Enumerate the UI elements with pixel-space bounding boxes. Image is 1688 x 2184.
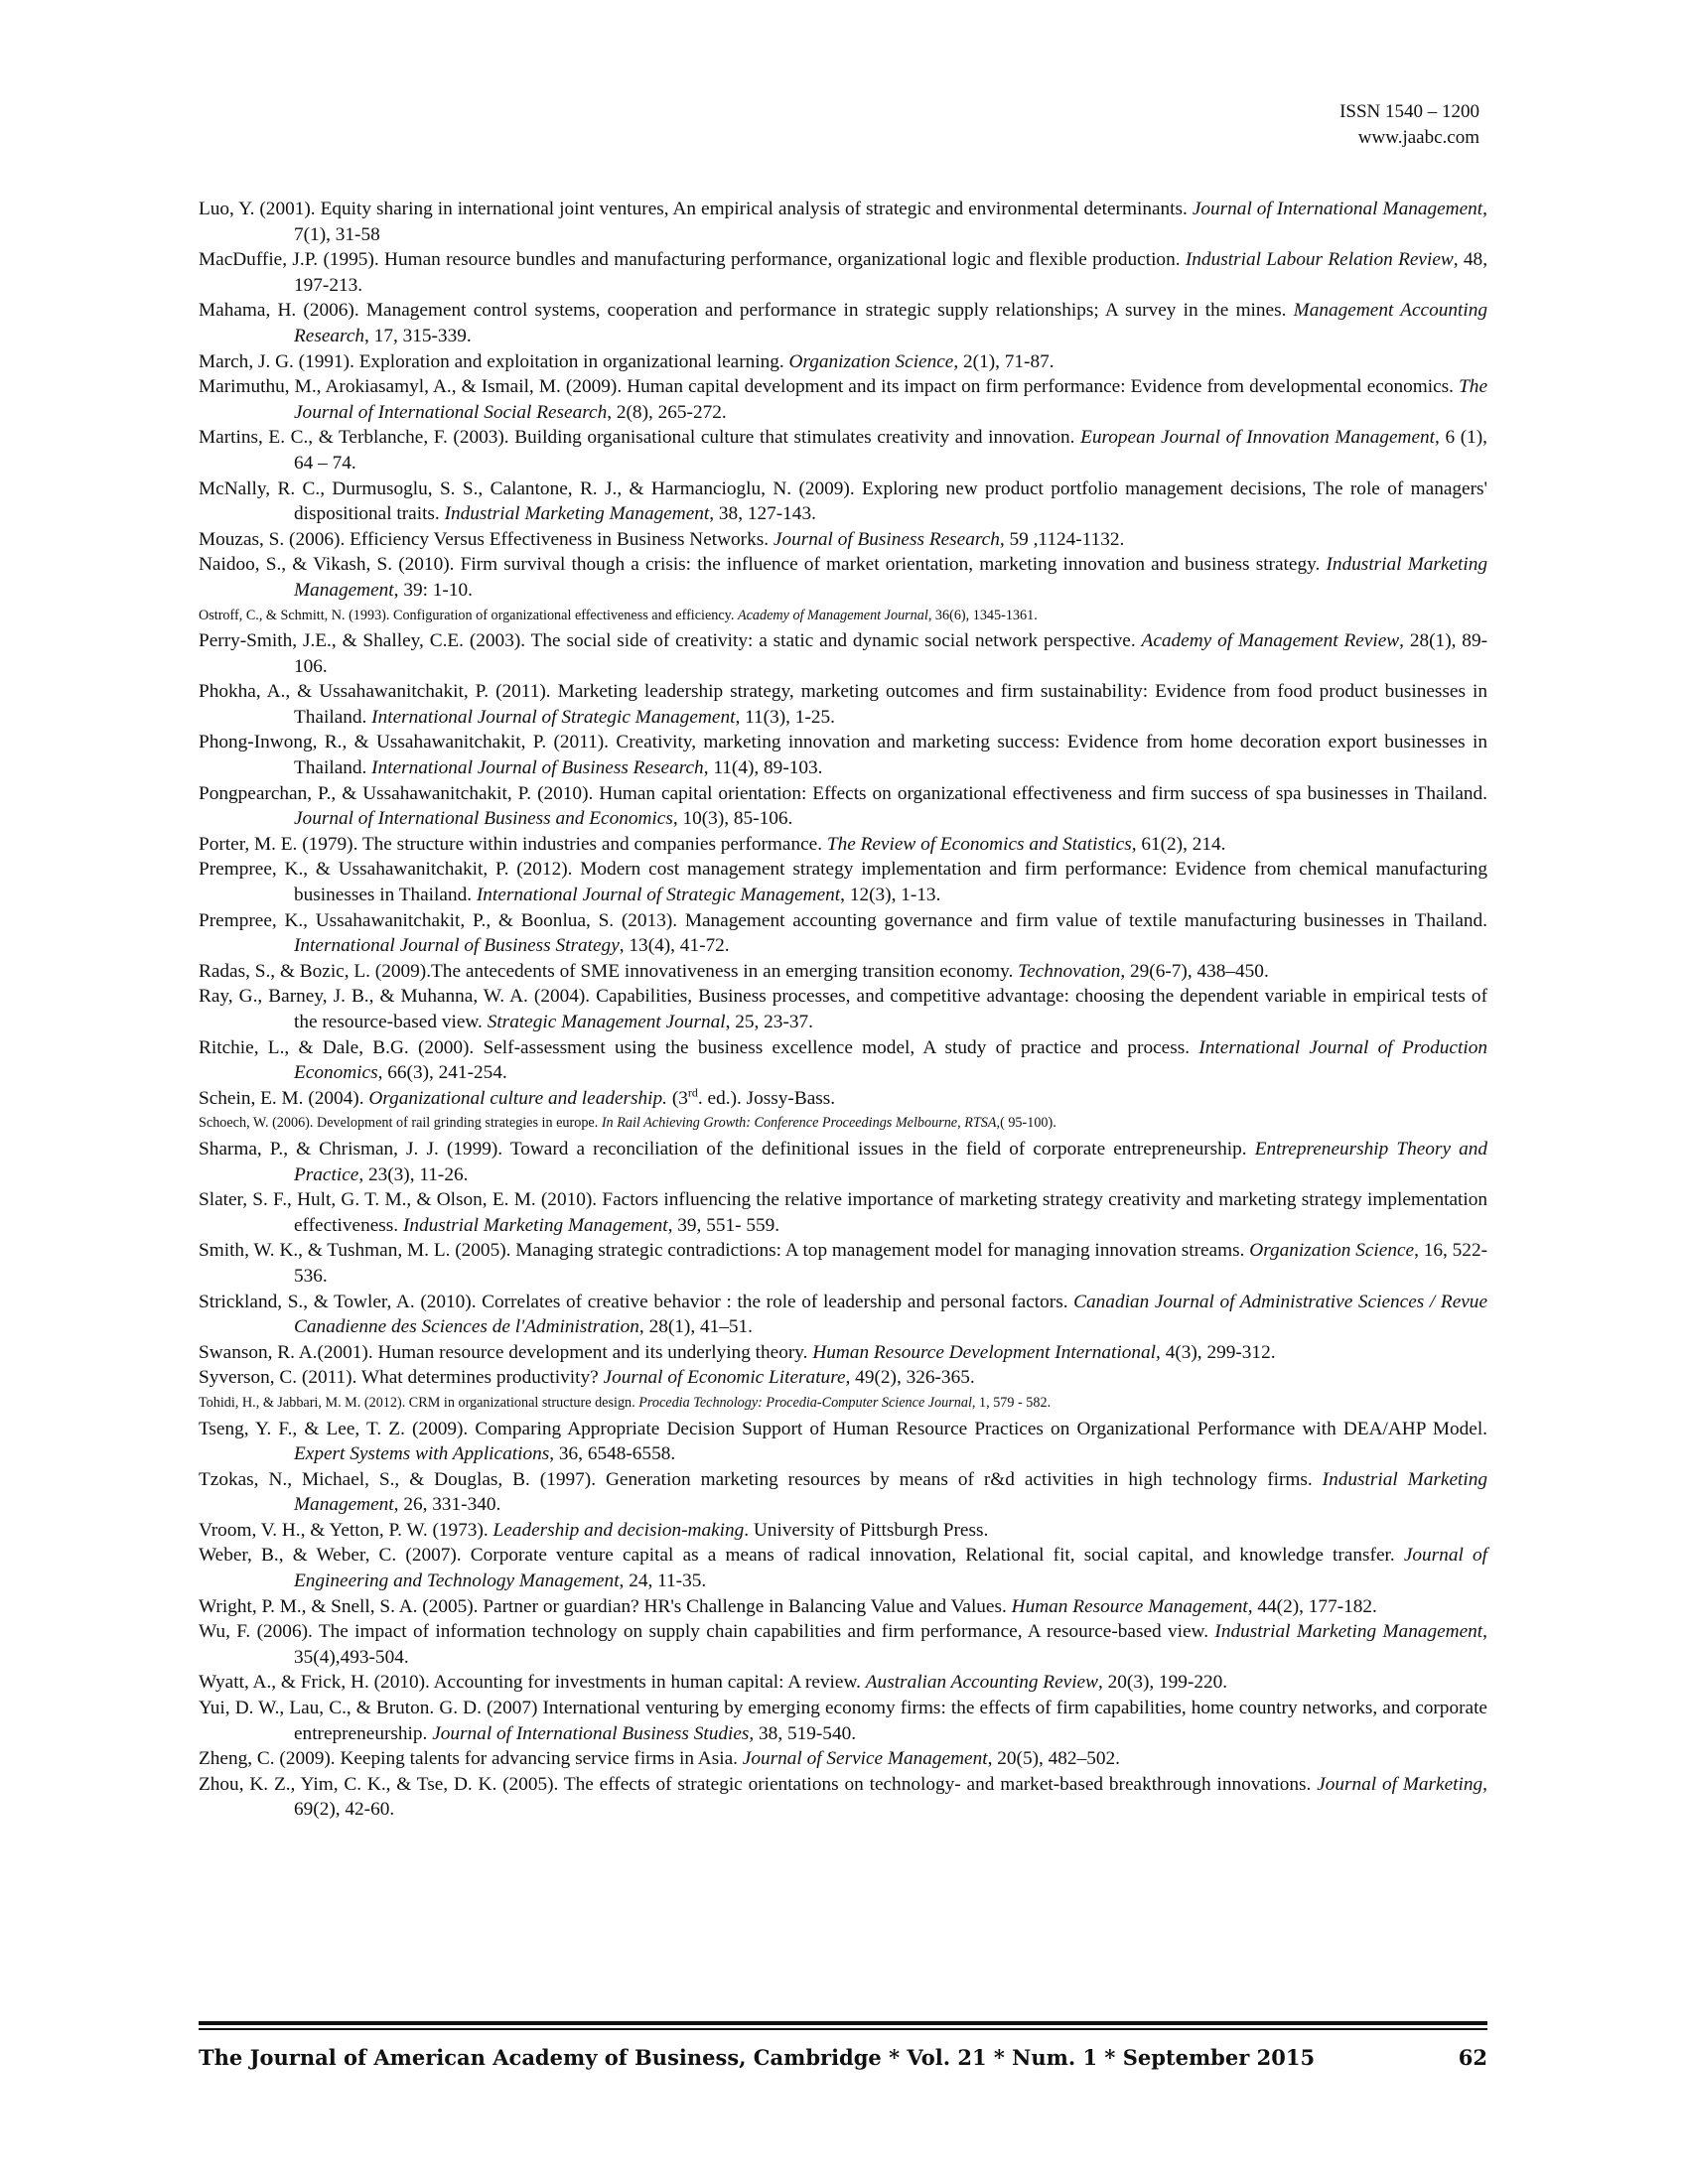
- reference-text: , 6 (1), 64 – 74.: [294, 427, 1488, 474]
- reference-text: Prempree, K., & Ussahawanitchakit, P. (2012). Modern cost management strategy implementation and firm performance: Evidence from chemical manufacturing businesses in Thailand.: [199, 859, 1487, 906]
- reference-entry: [199, 984, 1487, 1034]
- reference-text: , 29(6-7), 438–450.: [1120, 960, 1269, 982]
- reference-entry: [199, 1187, 1487, 1238]
- reference-journal: International Journal of Strategic Management: [476, 885, 841, 906]
- reference-text: , 7(1), 31-58: [294, 199, 1487, 245]
- reference-entry: [199, 781, 1487, 832]
- reference-journal: Academy of Management Review: [1141, 630, 1400, 652]
- reference-text: Weber, B., & Weber, C. (2007). Corporate venture capital as a means of radical innovation, Relational fit, social capital, and knowledge transfer.: [199, 1545, 1404, 1567]
- reference-entry: [199, 1086, 1487, 1112]
- reference-text: Schein, E. M. (2004).: [199, 1087, 369, 1109]
- reference-text: Perry-Smith, J.E., & Shalley, C.E. (2003). The social side of creativity: a static and dynamic social network perspective.: [199, 630, 1142, 652]
- reference-journal: Journal of Engineering and Technology Management: [294, 1545, 1487, 1592]
- reference-text: , 24, 11-35.: [619, 1570, 707, 1592]
- reference-text: . University of Pittsburgh Press.: [744, 1519, 989, 1541]
- reference-text: , 1, 579 - 582.: [971, 1394, 1052, 1411]
- reference-text: Radas, S., & Bozic, L. (2009).The antecedents of SME innovativeness in an emerging transition economy.: [199, 960, 1019, 982]
- reference-journal: Journal of Economic Literature,: [603, 1367, 851, 1389]
- reference-entry: [199, 832, 1487, 858]
- reference-journal: Management Accounting Research: [294, 300, 1487, 346]
- reference-journal: Entrepreneurship Theory and Practice: [294, 1138, 1487, 1185]
- reference-entry: [199, 1290, 1487, 1340]
- reference-text: March, J. G. (1991). Exploration and exploitation in organizational learning.: [199, 350, 789, 372]
- reference-text: , 11(3), 1-25.: [735, 706, 835, 728]
- reference-entry: [199, 247, 1487, 298]
- reference-journal: Industrial Marketing Management: [444, 503, 710, 525]
- footer-rule-thin: [199, 2028, 1487, 2030]
- reference-journal: Industrial Marketing Management: [402, 1214, 668, 1236]
- reference-text: Schoech, W. (2006). Development of rail grinding strategies in europe.: [199, 1115, 602, 1132]
- reference-entry: [199, 552, 1487, 603]
- issn-number: ISSN 1540 – 1200: [1339, 101, 1479, 122]
- footer-journal-citation: The Journal of American Academy of Business, Cambridge * Vol. 21 * Num. 1 * September 2015: [199, 2045, 1316, 2070]
- reference-journal: Procedia Technology: Procedia-Computer Science Journal: [638, 1394, 972, 1411]
- reference-entry: [199, 1111, 1487, 1137]
- reference-text: , 36(6), 1345-1361.: [927, 607, 1038, 623]
- reference-entry: [199, 1035, 1487, 1086]
- reference-entry: [199, 1137, 1487, 1187]
- reference-entry: [199, 604, 1487, 629]
- reference-journal: Industrial Marketing Management: [294, 1468, 1487, 1516]
- reference-text: Zheng, C. (2009). Keeping talents for advancing service firms in Asia.: [199, 1748, 743, 1770]
- reference-text: MacDuffie, J.P. (1995). Human resource bundles and manufacturing performance, organizational logic and flexible production.: [199, 249, 1186, 271]
- reference-entry: [199, 374, 1487, 425]
- reference-journal: Journal of Marketing: [1317, 1773, 1483, 1795]
- reference-journal: Industrial Marketing Management: [294, 554, 1488, 601]
- reference-text: , 26, 331-340.: [393, 1494, 501, 1516]
- reference-entry: [199, 197, 1487, 247]
- reference-entry: [199, 1543, 1487, 1593]
- reference-text: 38, 519-540.: [754, 1722, 857, 1744]
- reference-list: [199, 197, 1487, 1823]
- reference-text: McNally, R. C., Durmusoglu, S. S., Calantone, R. J., & Harmancioglu, N. (2009). Exploring new product portfolio management decisions, The role of managers' dispositional traits.: [199, 478, 1487, 525]
- reference-text: 59 ,1124-1132.: [1004, 528, 1125, 550]
- reference-journal: Academy of Management Journal: [737, 607, 928, 623]
- reference-entry: [199, 857, 1487, 907]
- reference-text: 49(2), 326-365.: [850, 1367, 975, 1389]
- reference-entry: [199, 1340, 1487, 1366]
- reference-text: Tohidi, H., & Jabbari, M. M. (2012). CRM in organizational structure design.: [199, 1394, 639, 1411]
- reference-entry: [199, 1467, 1487, 1518]
- reference-journal: Organization Science: [788, 350, 954, 372]
- reference-journal: Australian Accounting Review: [865, 1672, 1098, 1694]
- reference-journal: International Journal of Business Research: [371, 757, 704, 779]
- reference-entry: [199, 1518, 1487, 1544]
- reference-text: Ritchie, L., & Dale, B.G. (2000). Self-assessment using the business excellence model, A study of practice and process.: [199, 1036, 1199, 1058]
- reference-text: Tseng, Y. F., & Lee, T. Z. (2009). Comparing Appropriate Decision Support of Human Resource Practices on Organizational Performance with DEA/AHP Model.: [199, 1418, 1487, 1439]
- reference-entry: [199, 1696, 1487, 1746]
- reference-journal: Expert Systems with Applications: [294, 1443, 550, 1465]
- reference-text: , 2(1), 71-87.: [953, 350, 1055, 372]
- reference-text: Zhou, K. Z., Yim, C. K., & Tse, D. K. (2005). The effects of strategic orientations on technology- and market-based breakthrough innovations.: [199, 1773, 1318, 1795]
- reference-text: , 69(2), 42-60.: [294, 1773, 1487, 1821]
- reference-text: , 13(4), 41-72.: [619, 935, 730, 957]
- reference-text: , 16, 522-536.: [294, 1240, 1488, 1287]
- reference-journal: Organizational culture and leadership.: [368, 1087, 668, 1109]
- reference-text: Wright, P. M., & Snell, S. A. (2005). Partner or guardian? HR's Challenge in Balancing Value and Values.: [199, 1595, 1012, 1617]
- reference-text: Strickland, S., & Towler, A. (2010). Correlates of creative behavior : the role of leadership and personal factors.: [199, 1291, 1074, 1312]
- reference-journal: International Journal of Strategic Management: [371, 706, 736, 728]
- reference-text: , 11(4), 89-103.: [703, 757, 823, 779]
- reference-text: Phokha, A., & Ussahawanitchakit, P. (2011). Marketing leadership strategy, marketing outcomes and firm sustainability: Evidence from food product businesses in Thailand.: [199, 681, 1487, 728]
- reference-entry: [199, 425, 1487, 476]
- reference-text: , 44(2), 177-182.: [1247, 1595, 1377, 1617]
- reference-entry: [199, 298, 1487, 348]
- reference-entry: [199, 1772, 1487, 1823]
- reference-text: Mouzas, S. (2006). Efficiency Versus Effectiveness in Business Networks.: [199, 528, 774, 550]
- reference-text: , 10(3), 85-106.: [672, 808, 793, 830]
- reference-journal: Human Resource Management: [1011, 1595, 1248, 1617]
- reference-journal: International Journal of Production Economics: [294, 1036, 1487, 1084]
- reference-text: Ostroff, C., & Schmitt, N. (1993). Configuration of organizational effectiveness and efficiency.: [199, 607, 738, 623]
- journal-issn-header: [1339, 99, 1479, 151]
- journal-website: www.jaabc.com: [1357, 127, 1479, 148]
- reference-text: . ed.). Jossy-Bass.: [697, 1087, 836, 1109]
- reference-text: Tzokas, N., Michael, S., & Douglas, B. (1997). Generation marketing resources by means of r&d activities in high technology firms.: [199, 1468, 1323, 1490]
- reference-entry: [199, 1594, 1487, 1620]
- reference-text: , 28(1), 41–51.: [638, 1316, 753, 1338]
- reference-text: , 61(2), 214.: [1131, 833, 1226, 855]
- reference-text: , 39: 1-10.: [393, 579, 473, 601]
- reference-text: , 66(3), 241-254.: [377, 1062, 507, 1084]
- reference-entry: [199, 679, 1487, 730]
- reference-text: (3: [667, 1087, 688, 1109]
- page-number: 62: [1458, 2045, 1487, 2070]
- reference-text: , 20(3), 199-220.: [1097, 1672, 1228, 1694]
- reference-entry: [199, 1365, 1487, 1391]
- reference-text: , 35(4),493-504.: [294, 1621, 1487, 1668]
- reference-entry: [199, 908, 1487, 959]
- reference-text: , 39, 551- 559.: [667, 1214, 780, 1236]
- reference-text: , 38, 127-143.: [709, 503, 816, 525]
- reference-journal: Strategic Management Journal: [487, 1012, 726, 1032]
- reference-journal: Journal of International Business Studies,: [432, 1722, 755, 1744]
- reference-text: Sharma, P., & Chrisman, J. J. (1999). Toward a reconciliation of the definitional issues in the field of corporate entrepreneurship.: [199, 1138, 1255, 1160]
- reference-text: , 20(5), 482–502.: [987, 1748, 1120, 1770]
- reference-text: , 28(1), 89-106.: [294, 630, 1488, 677]
- footer-rule-thick: [199, 2021, 1487, 2025]
- reference-entry: [199, 1746, 1487, 1772]
- reference-entry: [199, 527, 1487, 553]
- reference-entry: [199, 349, 1487, 375]
- reference-entry: [199, 959, 1487, 985]
- reference-journal: Organization Science: [1249, 1240, 1415, 1262]
- reference-journal: Journal of Business Research,: [773, 528, 1005, 550]
- reference-text: Ray, G., Barney, J. B., & Muhanna, W. A. (2004). Capabilities, Business processes, and competitive advantage: choosing the dependent variable in empirical tests of the resource-based view.: [199, 986, 1487, 1032]
- reference-text: , 23(3), 11-26.: [358, 1163, 469, 1185]
- reference-journal: International Journal of Business Strategy: [294, 935, 620, 957]
- reference-journal: European Journal of Innovation Management: [1080, 427, 1436, 449]
- reference-text: Swanson, R. A.(2001). Human resource development and its underlying theory.: [199, 1341, 813, 1363]
- reference-text: Porter, M. E. (1979). The structure within industries and companies performance.: [199, 833, 827, 855]
- reference-entry: [199, 1670, 1487, 1696]
- reference-journal: Journal of International Business and Economics: [294, 808, 673, 830]
- reference-text: Wyatt, A., & Frick, H. (2010). Accounting for investments in human capital: A review.: [199, 1672, 866, 1694]
- reference-text: ( 95-100).: [1000, 1115, 1056, 1132]
- reference-text: , 36, 6548-6558.: [549, 1443, 676, 1465]
- reference-text: Marimuthu, M., Arokiasamyl, A., & Ismail, M. (2009). Human capital development and its impact on firm performance: Evidence from developmental economics.: [199, 376, 1460, 398]
- reference-text: Martins, E. C., & Terblanche, F. (2003). Building organisational culture that stimulates creativity and innovation.: [199, 427, 1081, 449]
- reference-text: Naidoo, S., & Vikash, S. (2010). Firm survival though a crisis: the influence of market orientation, marketing innovation and business strategy.: [199, 554, 1327, 576]
- reference-text: Yui, D. W., Lau, C., & Bruton. G. D. (2007) International venturing by emerging economy firms: the effects of firm capabilities, home country networks, and corporate entrepreneurship.: [199, 1698, 1487, 1744]
- reference-text: , 25, 23-37.: [725, 1012, 813, 1032]
- reference-journal: Industrial Marketing Management: [1214, 1621, 1483, 1643]
- reference-journal: The Review of Economics and Statistics: [826, 833, 1132, 855]
- reference-text: Luo, Y. (2001). Equity sharing in international joint ventures, An empirical analysis of strategic and environmental determinants.: [199, 199, 1193, 219]
- reference-text: Wu, F. (2006). The impact of information technology on supply chain capabilities and firm performance, A resource-based view.: [199, 1621, 1215, 1643]
- reference-journal: In Rail Achieving Growth: Conference Proceedings Melbourne, RTSA,: [601, 1115, 1001, 1132]
- reference-text: Slater, S. F., Hult, G. T. M., & Olson, E. M. (2010). Factors influencing the relative importance of marketing strategy creativity and marketing strategy implementation effectiveness.: [199, 1189, 1487, 1236]
- reference-text: , 17, 315-339.: [364, 325, 472, 346]
- reference-entry: [199, 477, 1487, 527]
- reference-entry: [199, 1238, 1487, 1289]
- reference-text: Prempree, K., Ussahawanitchakit, P., & Boonlua, S. (2013). Management accounting governance and firm value of textile manufacturing businesses in Thailand.: [199, 909, 1487, 931]
- reference-journal: Technovation: [1018, 960, 1121, 982]
- reference-entry: [199, 730, 1487, 780]
- reference-text: Syverson, C. (2011). What determines productivity?: [199, 1367, 604, 1389]
- reference-text: , 2(8), 265-272.: [607, 401, 727, 423]
- reference-journal: The Journal of International Social Research: [294, 376, 1487, 423]
- reference-entry: [199, 1391, 1487, 1417]
- reference-journal: Leadership and decision-making: [492, 1519, 745, 1541]
- reference-text: Phong-Inwong, R., & Ussahawanitchakit, P. (2011). Creativity, marketing innovation and marketing success: Evidence from home decoration export businesses in Thailand.: [199, 732, 1487, 779]
- reference-journal: Human Resource Development International: [812, 1341, 1157, 1363]
- reference-journal: Journal of International Management: [1192, 199, 1483, 219]
- reference-journal: Canadian Journal of Administrative Sciences / Revue Canadienne des Sciences de l'Administration: [294, 1291, 1488, 1338]
- reference-text: Smith, W. K., & Tushman, M. L. (2005). Managing strategic contradictions: A top management model for managing innovation streams.: [199, 1240, 1250, 1262]
- reference-text: , 48, 197-213.: [294, 249, 1488, 296]
- reference-text: Vroom, V. H., & Yetton, P. W. (1973).: [199, 1519, 493, 1541]
- reference-text: , 12(3), 1-13.: [840, 885, 941, 906]
- reference-text: , 4(3), 299-312.: [1156, 1341, 1276, 1363]
- reference-text: Mahama, H. (2006). Management control systems, cooperation and performance in strategic supply relationships; A survey in the mines.: [199, 300, 1294, 322]
- reference-entry: [199, 628, 1487, 679]
- reference-journal: Industrial Labour Relation Review: [1185, 249, 1454, 271]
- reference-text: Pongpearchan, P., & Ussahawanitchakit, P. (2010). Human capital orientation: Effects on organizational effectiveness and firm success of spa businesses in Thailand.: [199, 782, 1487, 804]
- reference-journal: Journal of Service Management: [742, 1748, 988, 1770]
- reference-entry: [199, 1619, 1487, 1670]
- reference-superscript: rd: [687, 1085, 698, 1100]
- reference-entry: [199, 1417, 1487, 1467]
